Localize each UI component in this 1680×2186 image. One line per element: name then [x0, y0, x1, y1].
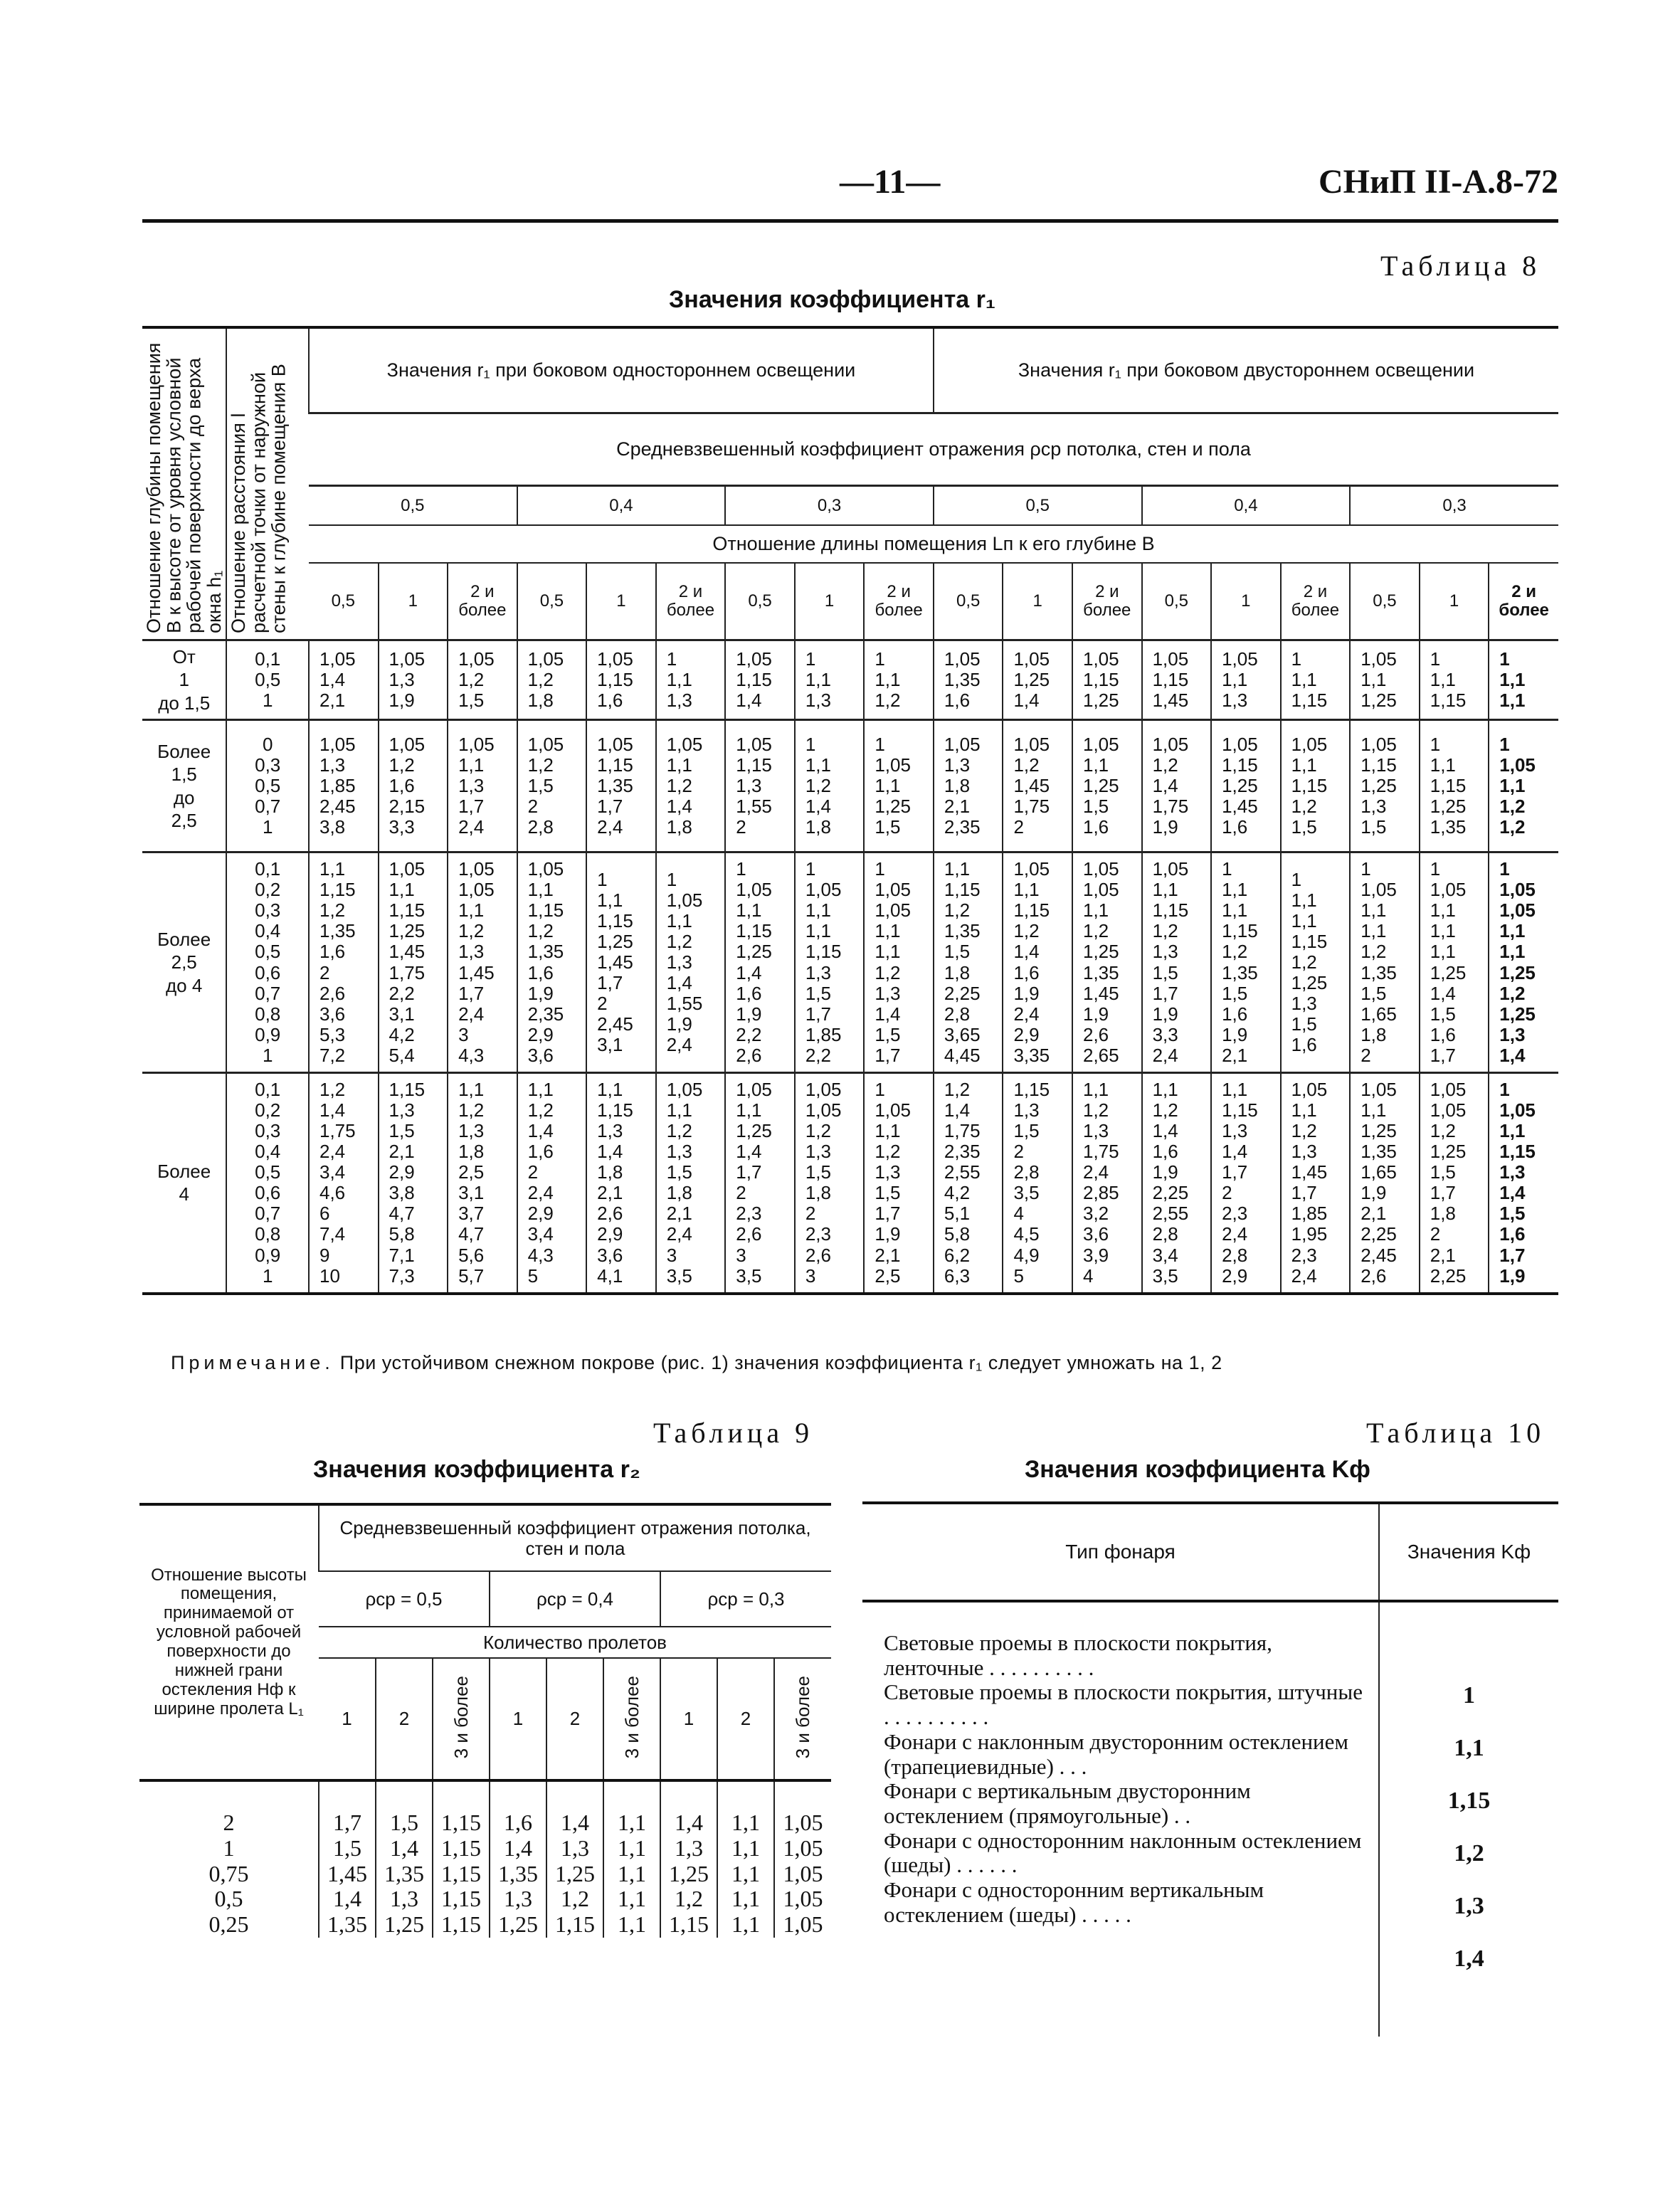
table8-ratio-col: 0,5 — [309, 563, 379, 640]
table9-reflect-header: Средневзвешенный коэффициент отражения потолка, стен и пола — [319, 1504, 831, 1571]
table8-note-lead: Примечание. — [171, 1352, 334, 1373]
table8-value-cell: 1 1,05 1,1 1,1 1,15 1,3 1,5 1,7 1,85 2,2 — [795, 852, 865, 1073]
table8-value-cell: 1 1,05 1,1 1,2 1,3 1,5 1,7 1,9 2,1 2,5 — [864, 1073, 934, 1294]
table8-ratio-col: 0,5 — [725, 563, 795, 640]
table8-value-cell: 1 1,05 1,1 1,2 1,2 — [1489, 720, 1558, 852]
table8-value-cell: 1 1,05 1,1 1,2 1,3 1,4 1,55 1,9 2,4 — [656, 852, 726, 1073]
table8-distance-ratio: 0 0,3 0,5 0,7 1 — [226, 720, 309, 852]
table8-value-cell: 1,05 1,05 1,2 1,25 1,5 1,7 1,8 2 2,1 2,25 — [1420, 1073, 1489, 1294]
table9-rho: ρср = 0,5 — [319, 1571, 490, 1627]
table8-value-cell: 1,1 1,2 1,4 1,6 1,9 2,25 2,55 2,8 3,4 3,5 — [1142, 1073, 1212, 1294]
table9-span-col: 1 — [660, 1658, 717, 1780]
table8-value-cell: 1,1 1,15 1,2 1,35 1,5 1,8 2,25 2,8 3,65 4,45 — [934, 852, 1003, 1073]
table8-ratio-col: 2 и более — [1489, 563, 1558, 640]
table8-value-cell: 1 1,1 1,2 1,4 1,8 — [795, 720, 865, 852]
table8-value-cell: 1,05 1,1 1,2 1,4 1,8 — [656, 720, 726, 852]
table8-value-cell: 1 1,05 1,1 1,15 1,3 1,4 1,5 1,6 1,7 1,9 — [1489, 1073, 1558, 1294]
table9-values: 1,7 1,5 1,45 1,4 1,35 — [319, 1780, 376, 1938]
table10-value: 1,1 — [1454, 1735, 1484, 1761]
table9-values: 1,4 1,3 1,25 1,2 1,15 — [660, 1780, 717, 1938]
table8-ratio-col: 1 — [1003, 563, 1072, 640]
table8-value-cell: 1,05 1,15 1,6 — [586, 640, 656, 720]
table8-value-cell: 1,05 1,1 1,25 1,5 1,6 — [1072, 720, 1142, 852]
table9-span-col: 2 — [717, 1658, 774, 1780]
table8 — [142, 326, 1558, 1295]
table8-value-cell: 1 1,1 1,3 — [656, 640, 726, 720]
table8-value-cell: 1,1 1,2 1,3 1,8 2,5 3,1 3,7 4,7 5,6 5,7 — [448, 1073, 517, 1294]
table8-depth-ratio: От 1 до 1,5 — [142, 640, 226, 720]
table8-row-group — [142, 852, 1558, 1073]
table9-values: 1,1 1,1 1,1 1,1 1,1 — [717, 1780, 774, 1938]
table8-note-text: При устойчивом снежном покрове (рис. 1) значения коэффициента r₁ следует умножать на 1, 2 — [339, 1352, 1222, 1373]
table8-distance-ratio: 0,1 0,2 0,3 0,4 0,5 0,6 0,7 0,8 0,9 1 — [226, 852, 309, 1073]
table8-ratio-col: 2 и более — [448, 563, 517, 640]
table8-value-cell: 1 1,1 1,15 — [1281, 640, 1351, 720]
table8-distance-ratio: 0,1 0,5 1 — [226, 640, 309, 720]
table8-value-cell: 1,05 1,15 1,4 — [725, 640, 795, 720]
table8-value-cell: 1,05 1,1 1,15 1,2 1,5 — [1281, 720, 1351, 852]
table8-value-cell: 1,05 1,1 1,15 1,25 1,45 1,75 2,2 3,1 4,2 5,4 — [379, 852, 448, 1073]
table10-title: Значения коэффициента Kф — [1025, 1456, 1370, 1483]
table9-values: 1,05 1,05 1,05 1,05 1,05 — [774, 1780, 831, 1938]
table8-note — [171, 1352, 1222, 1374]
table8-value-cell: 1,2 1,4 1,75 2,4 3,4 4,6 6 7,4 9 10 — [309, 1073, 379, 1294]
table8-value-cell: 1,05 1,2 1,45 1,75 2 — [1003, 720, 1072, 852]
table8-value-cell: 1 1,1 1,15 1,25 1,45 1,7 2 2,45 3,1 — [586, 852, 656, 1073]
table9-row-header: Отношение высоты помещения, принимаемой от условной рабочей поверхности до нижней грани остекления Hф к ширине пролета L₁ — [151, 1565, 307, 1718]
table9-span-col: 1 — [490, 1658, 546, 1780]
table9-span-col: 3 и более — [620, 1675, 643, 1758]
table8-value-cell: 1,05 1,1 1,25 1,4 1,7 2 2,3 2,6 3 3,5 — [725, 1073, 795, 1294]
table8-value-cell: 1,1 1,15 1,3 1,4 1,7 2 2,3 2,4 2,8 2,9 — [1211, 1073, 1281, 1294]
table10-value: 1 — [1463, 1682, 1475, 1709]
table8-value-cell: 1,05 1,1 1,25 1,35 1,65 1,9 2,1 2,25 2,45 2,6 — [1350, 1073, 1420, 1294]
table8-reflect-header: Средневзвешенный коэффициент отражения ρср потолка, стен и пола — [309, 413, 1558, 486]
table8-label: Таблица 8 — [1380, 250, 1541, 282]
table9-span-col: 1 — [342, 1708, 352, 1730]
table8-rho: 0,5 — [934, 486, 1142, 525]
table8-ratio-col: 0,5 — [517, 563, 587, 640]
table8-depth-ratio: Более 2,5 до 4 — [142, 852, 226, 1073]
table8-value-cell: 1 1,05 1,1 1,25 1,5 — [864, 720, 934, 852]
table8-value-cell: 1 1,1 1,1 — [1489, 640, 1558, 720]
table8-depth-ratio: Более 1,5 до 2,5 — [142, 720, 226, 852]
table9-values: 1,4 1,3 1,25 1,2 1,15 — [546, 1780, 603, 1938]
table8-value-cell: 1,15 1,3 1,5 2,1 2,9 3,8 4,7 5,8 7,1 7,3 — [379, 1073, 448, 1294]
table8-value-cell: 1,05 1,4 2,1 — [309, 640, 379, 720]
table10-lamp-type: Фонари с односторонним вертикальным остеклением (шеды) . . . . . — [884, 1877, 1264, 1927]
table8-value-cell: 1,05 1,15 1,3 1,55 2 — [725, 720, 795, 852]
table8-row-group — [142, 640, 1558, 720]
page-number: —11— — [840, 163, 941, 201]
table8-value-cell: 1,05 1,1 1,3 — [1211, 640, 1281, 720]
table8-rho: 0,5 — [309, 486, 517, 525]
table8-value-cell: 1 1,05 1,1 1,1 1,2 1,35 1,5 1,65 1,8 2 — [1350, 852, 1420, 1073]
table8-value-cell: 1,1 1,15 1,2 1,35 1,6 2 2,6 3,6 5,3 7,2 — [309, 852, 379, 1073]
table9-label: Таблица 9 — [653, 1417, 814, 1449]
table8-ratio-col: 2 и более — [1281, 563, 1351, 640]
document-code: СНиП II-А.8-72 — [1319, 163, 1558, 201]
table8-ratio-col: 2 и более — [864, 563, 934, 640]
table8-rho: 0,4 — [1142, 486, 1351, 525]
table8-value-cell: 1,05 1,15 1,35 1,7 2,4 — [586, 720, 656, 852]
table8-value-cell: 1 1,05 1,1 1,15 1,25 1,4 1,6 1,9 2,2 2,6 — [725, 852, 795, 1073]
table8-value-cell: 1,05 1,15 1,25 1,3 1,5 — [1350, 720, 1420, 852]
table8-value-cell: 1,05 1,05 1,1 1,2 1,25 1,35 1,45 1,9 2,6 2,65 — [1072, 852, 1142, 1073]
table9-title: Значения коэффициента r₂ — [313, 1456, 640, 1483]
table9-ratio-values: 2 1 0,75 0,5 0,25 — [139, 1780, 319, 1938]
table10-value: 1,2 — [1454, 1840, 1484, 1866]
table9-spans-header: Количество пролетов — [319, 1627, 831, 1658]
table9-values: 1,15 1,15 1,15 1,15 1,15 — [433, 1780, 490, 1938]
table9-span-col: 2 — [546, 1658, 603, 1780]
table8-value-cell: 1,05 1,15 1,25 — [1072, 640, 1142, 720]
table8-value-cell: 1 1,05 1,05 1,1 1,1 1,25 1,2 1,25 1,3 1,4 — [1489, 852, 1558, 1073]
table8-value-cell: 1,1 1,15 1,3 1,4 1,8 2,1 2,6 2,9 3,6 4,1 — [586, 1073, 656, 1294]
table8-ratio-col: 1 — [795, 563, 865, 640]
table10-lamp-type: Фонари с вертикальным двусторонним остеклением (прямоугольные) . . — [884, 1778, 1251, 1829]
table9-span-col: 3 и более — [792, 1675, 814, 1758]
table8-value-cell: 1,05 1,15 1,45 — [1142, 640, 1212, 720]
table8-value-cell: 1,05 1,3 1,8 2,1 2,35 — [934, 720, 1003, 852]
table10-value: 1,15 — [1447, 1788, 1491, 1814]
table8-value-cell: 1,05 1,25 1,4 — [1003, 640, 1072, 720]
table8-ratio-col: 1 — [1420, 563, 1489, 640]
table8-ratio-col: 1 — [586, 563, 656, 640]
table10 — [862, 1501, 1558, 2037]
table8-value-cell: 1,05 1,2 1,6 2,15 3,3 — [379, 720, 448, 852]
table10-label: Таблица 10 — [1366, 1417, 1546, 1449]
table8-value-cell: 1,1 1,2 1,4 1,6 2 2,4 2,9 3,4 4,3 5 — [517, 1073, 587, 1294]
table8-ratio-col: 0,5 — [1142, 563, 1212, 640]
table9-span-col: 3 и более — [450, 1675, 472, 1758]
table8-value-cell: 1,05 1,15 1,25 1,45 1,6 — [1211, 720, 1281, 852]
table8-value-cell: 1,2 1,4 1,75 2,35 2,55 4,2 5,1 5,8 6,2 6,3 — [934, 1073, 1003, 1294]
table8-rho: 0,3 — [1350, 486, 1558, 525]
table8-value-cell: 1 1,05 1,1 1,1 1,1 1,25 1,4 1,5 1,6 1,7 — [1420, 852, 1489, 1073]
table9-rho: ρср = 0,3 — [660, 1571, 831, 1627]
table8-distance-ratio: 0,1 0,2 0,3 0,4 0,5 0,6 0,7 0,8 0,9 1 — [226, 1073, 309, 1294]
table8-value-cell: 1,05 1,05 1,2 1,3 1,5 1,8 2 2,3 2,6 3 — [795, 1073, 865, 1294]
table8-distance-ratio-header: Отношение расстояния l расчетной точки от наружной стены к глубине помещения B — [228, 364, 290, 633]
table9-values: 1,6 1,4 1,35 1,3 1,25 — [490, 1780, 546, 1938]
table8-value-cell: 1,05 1,3 1,85 2,45 3,8 — [309, 720, 379, 852]
table8-value-cell: 1,05 1,1 1,15 1,2 1,35 1,6 1,9 2,35 2,9 3,6 — [517, 852, 587, 1073]
table8-value-cell: 1,05 1,1 1,25 — [1350, 640, 1420, 720]
table10-value: 1,3 — [1454, 1893, 1484, 1919]
table8-value-cell: 1,05 1,1 1,15 1,2 1,4 1,6 1,9 2,4 2,9 3,35 — [1003, 852, 1072, 1073]
table8-value-cell: 1,15 1,3 1,5 2 2,8 3,5 4 4,5 4,9 5 — [1003, 1073, 1072, 1294]
table9-rho: ρср = 0,4 — [490, 1571, 660, 1627]
table8-rho: 0,3 — [725, 486, 934, 525]
table8-value-cell: 1 1,1 1,15 — [1420, 640, 1489, 720]
table8-title: Значения коэффициента r₁ — [669, 286, 995, 313]
table8-row-group — [142, 720, 1558, 852]
table8-value-cell: 1,05 1,1 1,3 1,7 2,4 — [448, 720, 517, 852]
table10-lamp-type: Световые проемы в плоскости покрытия, ленточные . . . . . . . . . . — [884, 1630, 1272, 1680]
table9-values: 1,1 1,1 1,1 1,1 1,1 — [603, 1780, 660, 1938]
table8-value-cell: 1,05 1,05 1,1 1,2 1,3 1,45 1,7 2,4 3 4,3 — [448, 852, 517, 1073]
table8-value-cell: 1,05 1,2 1,4 1,75 1,9 — [1142, 720, 1212, 852]
table8-value-cell: 1,05 1,2 1,8 — [517, 640, 587, 720]
table8-value-cell: 1,05 1,1 1,2 1,3 1,5 1,8 2,1 2,4 3 3,5 — [656, 1073, 726, 1294]
table9-values: 1,5 1,4 1,35 1,3 1,25 — [376, 1780, 433, 1938]
table8-ratio-col: 0,5 — [1350, 563, 1420, 640]
table8-value-cell: 1,05 1,3 1,9 — [379, 640, 448, 720]
table9-span-col: 2 — [376, 1658, 433, 1780]
table8-ratio-col: 0,5 — [934, 563, 1003, 640]
table8-ratio-col: 2 и более — [1072, 563, 1142, 640]
table10-type-header: Тип фонаря — [862, 1503, 1379, 1601]
table8-rho: 0,4 — [517, 486, 726, 525]
table8-two-side-header: Значения r₁ при боковом двустороннем освещении — [934, 327, 1558, 413]
table8-value-cell: 1 1,1 1,3 — [795, 640, 865, 720]
table10-value: 1,4 — [1454, 1945, 1484, 1972]
table8-ratio-header: Отношение длины помещения Lп к его глубине B — [309, 525, 1558, 563]
table10-value-list — [1379, 1601, 1558, 2037]
table8-value-cell: 1,05 1,1 1,15 1,2 1,3 1,5 1,7 1,9 3,3 2,4 — [1142, 852, 1212, 1073]
table10-value-header: Значения Kф — [1379, 1503, 1558, 1601]
table10-lamp-type: Световые проемы в плоскости покрытия, штучные . . . . . . . . . . — [884, 1679, 1363, 1730]
table10-lamp-type: Фонари с наклонным двусторонним остеклением (трапециевидные) . . . — [884, 1728, 1349, 1779]
table8-row-group — [142, 1073, 1558, 1294]
table8-value-cell: 1,05 1,1 1,2 1,3 1,45 1,7 1,85 1,95 2,3 2,4 — [1281, 1073, 1351, 1294]
table8-value-cell: 1 1,1 1,1 1,15 1,2 1,25 1,3 1,5 1,6 — [1281, 852, 1351, 1073]
table8-value-cell: 1 1,1 1,15 1,25 1,35 — [1420, 720, 1489, 852]
table8-value-cell: 1,05 1,2 1,5 — [448, 640, 517, 720]
table8-value-cell: 1 1,1 1,2 — [864, 640, 934, 720]
table8-depth-ratio: Более 4 — [142, 1073, 226, 1294]
page-header — [142, 162, 1558, 223]
table8-ratio-col: 2 и более — [656, 563, 726, 640]
table8-one-side-header: Значения r₁ при боковом одностороннем освещении — [309, 327, 934, 413]
table8-value-cell: 1,05 1,35 1,6 — [934, 640, 1003, 720]
table8-depth-ratio-header: Отношение глубины помещения B к высоте от уровня условной рабочей поверхности до верха окна h₁ — [143, 342, 226, 633]
table9 — [139, 1503, 831, 1938]
table8-value-cell: 1,05 1,2 1,5 2 2,8 — [517, 720, 587, 852]
table8-value-cell: 1 1,1 1,1 1,15 1,2 1,35 1,5 1,6 1,9 2,1 — [1211, 852, 1281, 1073]
table8-ratio-col: 1 — [1211, 563, 1281, 640]
table8-value-cell: 1 1,05 1,05 1,1 1,1 1,2 1,3 1,4 1,5 1,7 — [864, 852, 934, 1073]
table10-lamp-list — [862, 1601, 1379, 2037]
table10-lamp-type: Фонари с односторонним наклонным остеклением (шеды) . . . . . . — [884, 1827, 1362, 1878]
table8-ratio-col: 1 — [379, 563, 448, 640]
table8-body — [142, 640, 1558, 1294]
table8-value-cell: 1,1 1,2 1,3 1,75 2,4 2,85 3,2 3,6 3,9 4 — [1072, 1073, 1142, 1294]
